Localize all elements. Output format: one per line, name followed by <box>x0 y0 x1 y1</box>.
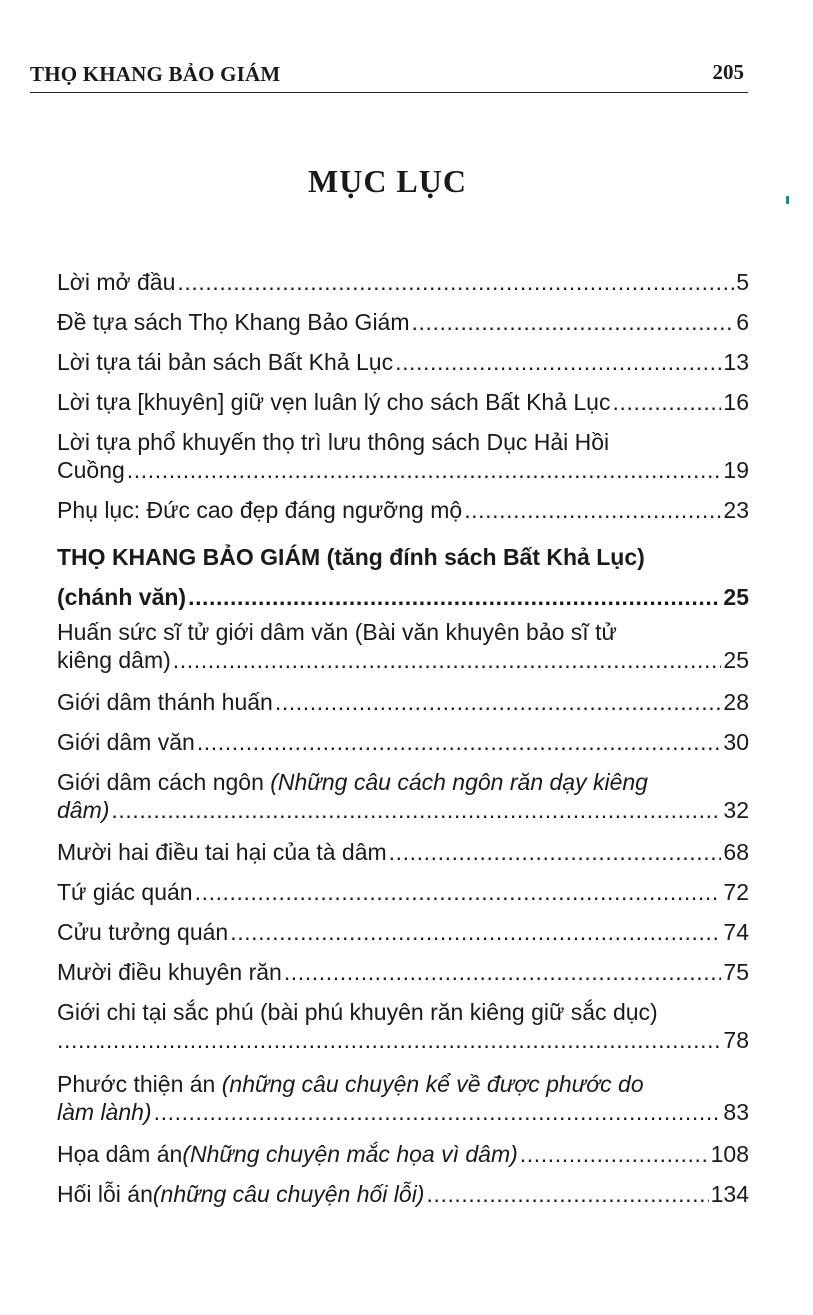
toc-entry-page: 83 <box>723 1099 749 1125</box>
toc-entry[interactable] <box>57 918 749 946</box>
toc-entry[interactable] <box>57 348 749 376</box>
toc-leader-dots <box>154 1098 722 1126</box>
toc-entry-subtitle: (Những chuyện mắc họa vì dâm) <box>182 1141 518 1167</box>
toc-entry[interactable] <box>57 768 749 824</box>
toc-entry-page: 23 <box>723 497 749 523</box>
toc-leader-dots <box>395 348 721 376</box>
toc-entry-title-cont: kiêng dâm) <box>57 647 171 673</box>
toc-entry-page: 134 <box>710 1181 749 1207</box>
toc-entry-title: Lời tựa [khuyên] giữ vẹn luân lý cho sách Bất Khả Lục <box>57 389 611 415</box>
toc-entry-page: 25 <box>723 647 749 673</box>
toc-leader-dots <box>426 1180 708 1208</box>
toc-entry-title: Giới dâm thánh huấn <box>57 689 273 715</box>
toc-entry[interactable] <box>57 838 749 866</box>
toc-entry-title: THỌ KHANG BẢO GIÁM (tăng đính sách Bất Khả Lục) <box>57 544 645 570</box>
toc-section-entry[interactable] <box>57 537 749 617</box>
toc-leader-dots <box>412 308 735 336</box>
toc-entry-subtitle: (Những câu cách ngôn răn dạy kiêng <box>270 769 648 795</box>
toc-entry-page: 28 <box>723 689 749 715</box>
toc-entry-title: Lời tựa tái bản sách Bất Khả Lục <box>57 349 394 375</box>
toc-entry[interactable] <box>57 388 749 416</box>
toc-entry-title: Lời tựa phổ khuyến thọ trì lưu thông sách Dục Hải Hồi <box>57 429 610 455</box>
toc-entry-title: Mười điều khuyên răn <box>57 959 282 985</box>
toc-entry-title: Hối lỗi án <box>57 1181 153 1207</box>
toc-leader-dots <box>57 1026 721 1054</box>
toc-entry[interactable] <box>57 958 749 986</box>
paper-speck <box>786 196 789 204</box>
toc-entry-page: 13 <box>723 349 749 375</box>
toc-entry-page: 68 <box>723 839 749 865</box>
toc-entry-page: 25 <box>723 584 749 610</box>
toc-leader-dots <box>520 1140 709 1168</box>
toc-entry-title-cont: Cuồng <box>57 457 125 483</box>
toc-entry[interactable] <box>57 878 749 906</box>
toc-entry-page: 16 <box>723 389 749 415</box>
toc-entry[interactable] <box>57 268 749 296</box>
toc-entry-subtitle-cont: dâm) <box>57 797 110 823</box>
toc-entry-title: Phụ lục: Đức cao đẹp đáng ngưỡng mộ <box>57 497 463 523</box>
toc-entry[interactable] <box>57 728 749 756</box>
toc-entry-page: 19 <box>723 457 749 483</box>
toc-entry-title: Đề tựa sách Thọ Khang Bảo Giám <box>57 309 410 335</box>
toc-entry-title: Huấn sức sĩ tử giới dâm văn (Bài văn khuyên bảo sĩ tử <box>57 619 617 645</box>
toc-leader-dots <box>464 496 721 524</box>
toc-entry-page: 75 <box>723 959 749 985</box>
toc-entry-title: Phước thiện án <box>57 1071 222 1097</box>
toc-leader-dots <box>230 918 721 946</box>
toc-entry-subtitle: (những câu chuyện hối lỗi) <box>152 1181 425 1207</box>
toc-entry[interactable] <box>57 998 749 1054</box>
toc-entry-subtitle: (những câu chuyện kể về được phước do <box>221 1071 644 1097</box>
toc-entry-page: 74 <box>723 919 749 945</box>
toc-entry-title: Cửu tưởng quán <box>57 919 229 945</box>
toc-entry[interactable] <box>57 428 749 484</box>
toc-entry-page: 5 <box>736 269 749 295</box>
toc-entry[interactable] <box>57 1070 749 1126</box>
toc-entry-title: Lời mở đầu <box>57 269 176 295</box>
toc-entry-title: Tứ giác quán <box>57 879 193 905</box>
toc-leader-dots <box>127 456 722 484</box>
toc-leader-dots <box>188 577 721 617</box>
toc-entry-title: Giới chi tại sắc phú (bài phú khuyên răn kiêng giữ sắc dục) <box>57 999 658 1025</box>
toc-leader-dots <box>177 268 734 296</box>
toc-leader-dots <box>173 646 722 674</box>
toc-leader-dots <box>612 388 721 416</box>
toc-entry-page: 6 <box>736 309 749 335</box>
toc-entry-subtitle-cont: làm lành) <box>57 1099 152 1125</box>
toc-entry[interactable] <box>57 688 749 716</box>
toc-entry-title: Họa dâm án <box>57 1141 183 1167</box>
page-number: 205 <box>712 60 744 84</box>
toc-entry-page: 30 <box>723 729 749 755</box>
toc-entry-title: Mười hai điều tai hại của tà dâm <box>57 839 387 865</box>
toc-entry[interactable] <box>57 1140 749 1168</box>
toc-leader-dots <box>111 796 721 824</box>
toc-entry-title-cont: (chánh văn) <box>57 584 187 610</box>
toc-leader-dots <box>389 838 722 866</box>
toc-entry-page: 108 <box>710 1141 749 1167</box>
toc-title: MỤC LỤC <box>308 163 467 199</box>
toc-entry[interactable] <box>57 618 749 674</box>
toc-entry-title: Giới dâm văn <box>57 729 195 755</box>
toc-entry[interactable] <box>57 496 749 524</box>
toc-entry-title: Giới dâm cách ngôn <box>57 769 271 795</box>
toc-leader-dots <box>275 688 722 716</box>
toc-entry-page: 72 <box>723 879 749 905</box>
toc-entry-page: 78 <box>723 1027 749 1053</box>
toc-leader-dots <box>195 878 722 906</box>
toc-entry[interactable] <box>57 1180 749 1208</box>
toc-leader-dots <box>284 958 722 986</box>
toc-entry-page: 32 <box>723 797 749 823</box>
toc-entry[interactable] <box>57 308 749 336</box>
running-header <box>30 58 748 93</box>
running-header-title: THỌ KHANG BẢO GIÁM <box>30 62 281 86</box>
toc-leader-dots <box>197 728 722 756</box>
